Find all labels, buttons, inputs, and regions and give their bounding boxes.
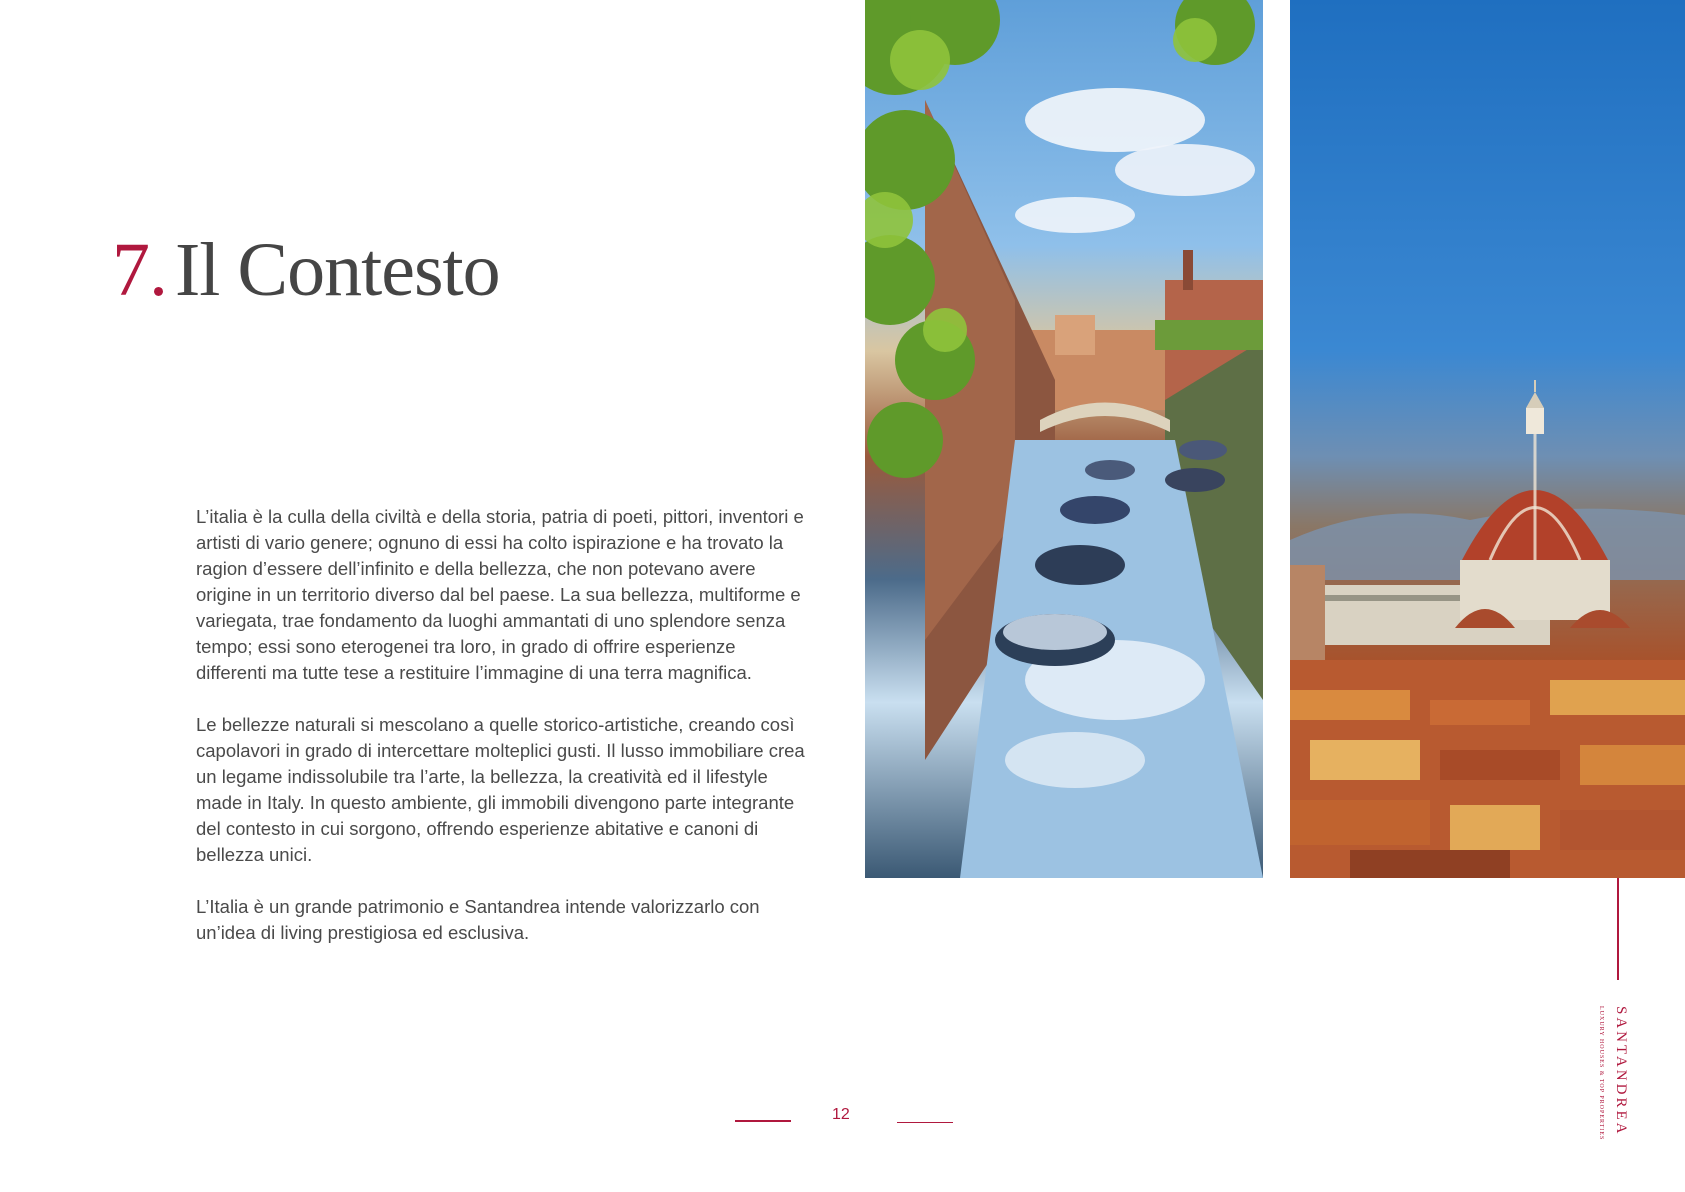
page-title (112, 228, 500, 312)
section-number: 7. (112, 228, 167, 312)
venice-canal-photo (865, 0, 1263, 878)
florence-duomo-photo (1290, 0, 1685, 878)
body-text (196, 504, 806, 946)
brand-tagline: LUXURY HOUSES & TOP PROPERTIES (1598, 1006, 1604, 1141)
paragraph-1: L’italia è la culla della civiltà e della storia, patria di poeti, pittori, inventori e artisti di vario genere; ognuno di essi ha colto ispirazione e ha trovato la ragion d’essere dell’infinito e della bellezza, che non potevano avere origine in un territorio diverso dal bel paese. La sua bellezza, multiforme e variegata, trae fondamento da luoghi ammantati di uno splendore senza tempo; essi sono eterogenei tra loro, in grado di offrire esperienze differenti ma tutte tese a restituire l’immagine di una terra magnifica. (196, 506, 804, 683)
footer-line-right (897, 1122, 953, 1123)
brand-divider (1617, 878, 1619, 980)
paragraph-3: L’Italia è un grande patrimonio e Santandrea intende valorizzarlo con un’idea di living prestigiosa ed esclusiva. (196, 896, 760, 943)
paragraph-2: Le bellezze naturali si mescolano a quelle storico-artistiche, creando così capolavori in grado di intercettare molteplici gusti. Il lusso immobiliare crea un legame indissolubile tra l’arte, la bellezza, la creatività ed il lifestyle made in Italy. In questo ambiente, gli immobili divengono parte integrante del contesto in cui sorgono, offrendo esperienze abitative e canoni di bellezza unici. (196, 714, 805, 865)
page-number: 12 (832, 1106, 850, 1123)
brand-logo: SANTANDREA (1613, 1006, 1629, 1137)
section-title: Il Contesto (175, 228, 500, 312)
footer-line-left (735, 1120, 791, 1122)
